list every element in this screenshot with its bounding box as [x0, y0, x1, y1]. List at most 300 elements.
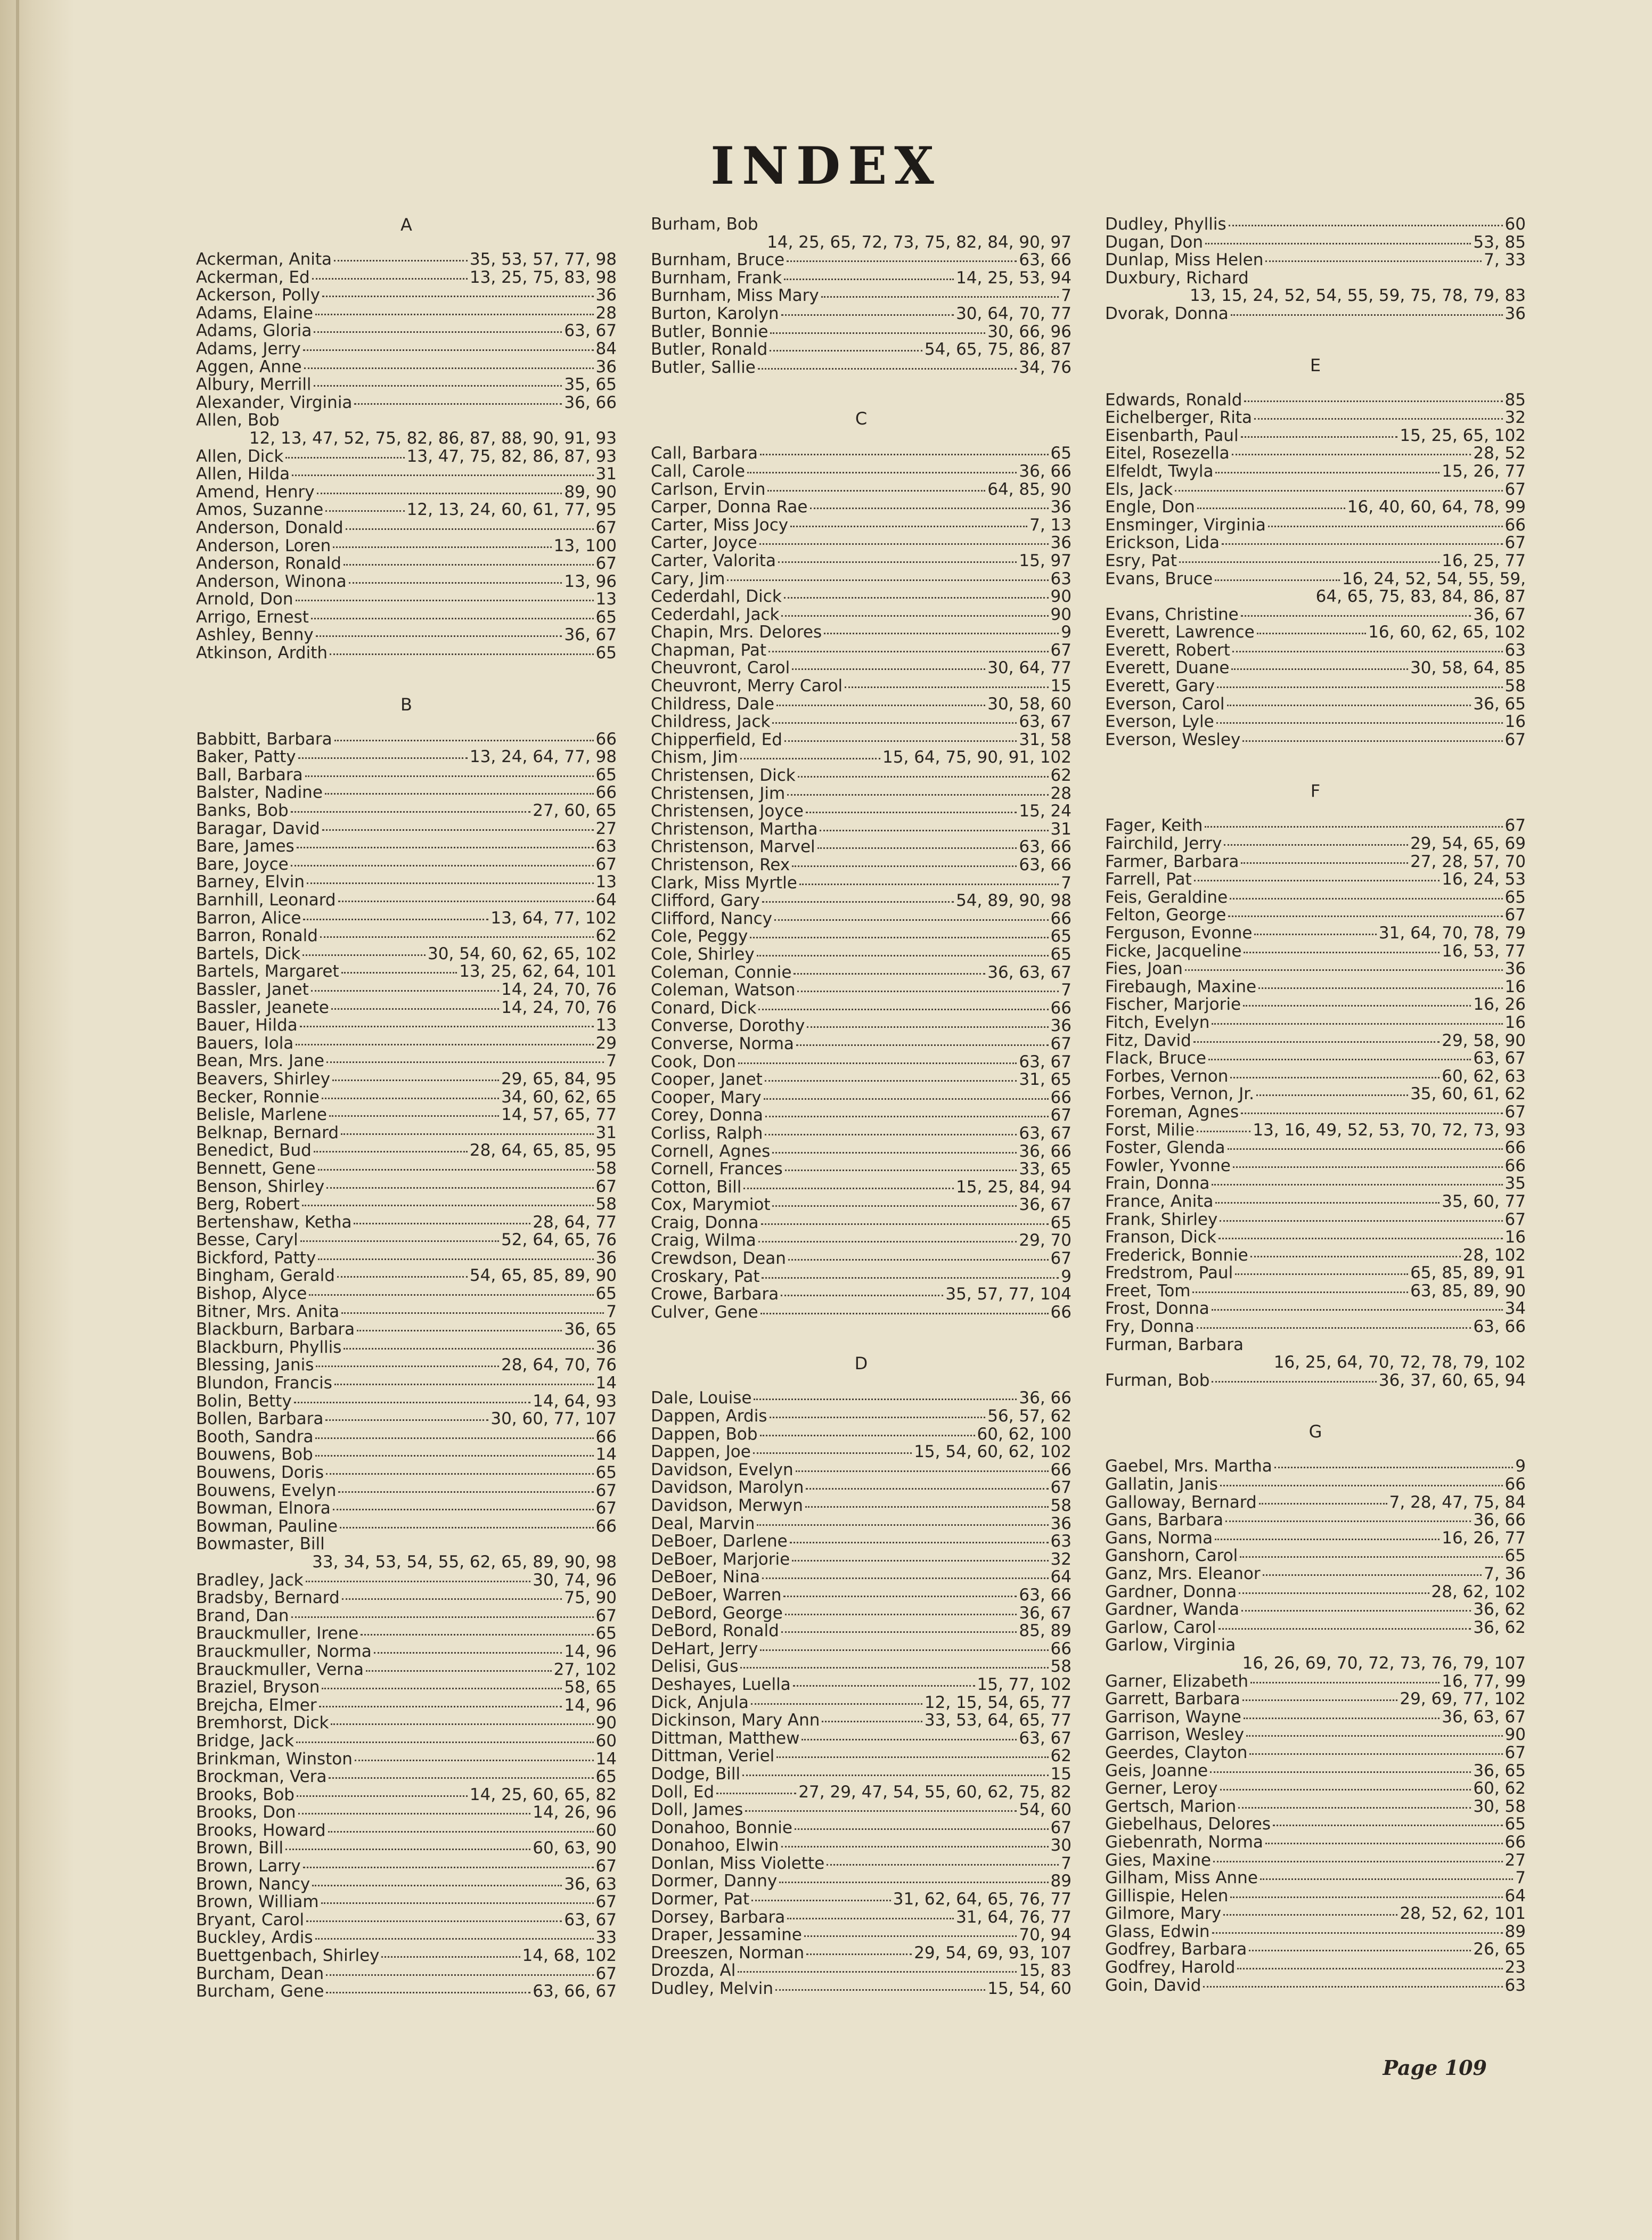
dot-leader: [757, 1524, 1048, 1526]
entry-name: Clifford, Gary: [651, 891, 760, 911]
index-entry: [1105, 713, 1526, 731]
entry-pages: 33, 65: [1019, 1159, 1072, 1179]
index-entry: [651, 1533, 1072, 1551]
entry-pages: 15: [1050, 676, 1072, 696]
entry-name: Carlson, Ervin: [651, 479, 766, 499]
index-entry: [651, 1891, 1072, 1909]
entry-pages: 7: [1515, 1868, 1526, 1888]
entry-name: Dorsey, Barbara: [651, 1907, 786, 1927]
dot-leader: [1230, 1077, 1440, 1078]
entry-pages: 27, 102: [553, 1659, 617, 1679]
entry-pages: 67: [595, 1892, 617, 1912]
entry-name: Brejcha, Elmer: [196, 1695, 317, 1715]
index-entry: [196, 1947, 617, 1965]
entry-pages-continued: 13, 15, 24, 52, 54, 55, 59, 75, 78, 79, 83: [1190, 286, 1526, 306]
entry-name: Everett, Lawrence: [1105, 623, 1255, 642]
entry-name: Bartels, Dick: [196, 944, 301, 963]
entry-pages: 36, 37, 60, 65, 94: [1378, 1370, 1526, 1390]
index-entry: [651, 1125, 1072, 1143]
entry-pages: 28, 64, 65, 85, 95: [469, 1141, 617, 1160]
entry-name: Blessing, Janis: [196, 1355, 314, 1375]
dot-leader: [1242, 1699, 1398, 1701]
entry-name: DeBoer, Marjorie: [651, 1549, 790, 1569]
entry-name: Drozda, Al: [651, 1961, 736, 1981]
entry-name: Bartels, Margaret: [196, 962, 339, 982]
dot-leader: [298, 757, 468, 759]
index-entry: [651, 624, 1072, 642]
entry-pages: 60, 62, 100: [977, 1424, 1072, 1444]
dot-leader: [311, 990, 499, 992]
index-entry: [651, 1089, 1072, 1107]
index-entry: [196, 322, 617, 340]
entry-pages: 67: [595, 518, 617, 537]
dot-leader: [1254, 418, 1503, 420]
dot-leader: [329, 1777, 593, 1779]
entry-pages: 52, 64, 65, 76: [501, 1230, 617, 1250]
dot-leader: [285, 457, 404, 459]
entry-name: Fager, Keith: [1105, 816, 1203, 836]
entry-name: Gerner, Leroy: [1105, 1779, 1218, 1798]
index-entry: [1105, 606, 1526, 624]
dot-leader: [1249, 1950, 1471, 1951]
dot-leader: [326, 1187, 593, 1189]
entry-name: Giebelhaus, Delores: [1105, 1814, 1271, 1834]
dot-leader: [784, 597, 1049, 599]
entry-name: Adams, Elaine: [196, 303, 313, 323]
entry-name: Doll, Ed: [651, 1782, 715, 1802]
entry-name: Evans, Christine: [1105, 604, 1239, 624]
entry-name: Donahoo, Bonnie: [651, 1818, 792, 1837]
index-entry: [196, 1017, 617, 1035]
entry-name: Frederick, Bonnie: [1105, 1245, 1248, 1265]
dot-leader: [1197, 508, 1345, 509]
entry-name: Brauckmuller, Norma: [196, 1641, 372, 1661]
section-letter: C: [855, 408, 868, 429]
dot-leader: [381, 1956, 520, 1958]
entry-name: Brown, Nancy: [196, 1874, 310, 1894]
section-gap: [1105, 323, 1526, 356]
dot-leader: [738, 1062, 1017, 1064]
entry-name: Craig, Donna: [651, 1213, 759, 1232]
entry-name: Gies, Maxine: [1105, 1850, 1211, 1870]
dot-leader: [743, 1188, 954, 1189]
entry-pages: 66: [1504, 1156, 1526, 1175]
entry-pages: 36: [1050, 533, 1072, 553]
dot-leader: [805, 1506, 1049, 1508]
entry-pages: 66: [595, 729, 617, 749]
entry-name: Galloway, Bernard: [1105, 1492, 1257, 1512]
dot-leader: [1244, 1718, 1440, 1719]
entry-name: Gillispie, Helen: [1105, 1886, 1229, 1906]
dot-leader: [751, 1703, 922, 1705]
entry-pages: 60: [1504, 215, 1526, 234]
index-column-3: [1105, 216, 1526, 1994]
dot-leader: [1241, 862, 1408, 864]
entry-name: DeBoer, Nina: [651, 1567, 760, 1587]
dot-leader: [1215, 1202, 1440, 1204]
entry-pages: 58, 65: [564, 1678, 617, 1697]
entry-pages: 63, 67: [1019, 712, 1072, 732]
dot-leader: [354, 1223, 530, 1224]
index-entry: [196, 1607, 617, 1625]
dot-leader: [357, 1330, 562, 1331]
index-entry: [196, 1249, 617, 1268]
dot-leader: [1225, 1520, 1471, 1522]
dot-leader: [781, 615, 1048, 617]
dot-leader: [330, 653, 594, 655]
entry-pages-continued: 14, 25, 65, 72, 73, 75, 82, 84, 90, 97: [767, 232, 1072, 252]
dot-leader: [767, 490, 985, 492]
index-entry: [196, 748, 617, 766]
entry-name: Gardner, Wanda: [1105, 1600, 1240, 1620]
entry-pages: 63, 67: [564, 321, 617, 341]
entry-pages: 30, 58: [1473, 1796, 1526, 1816]
index-entry: [651, 1214, 1072, 1232]
entry-pages: 58: [595, 1195, 617, 1214]
entry-pages: 36, 66: [1019, 1141, 1072, 1161]
dot-leader: [1217, 686, 1502, 688]
dot-leader: [341, 972, 457, 974]
entry-pages: 36, 66: [1019, 1388, 1072, 1408]
dot-leader: [1268, 526, 1503, 527]
entry-pages: 66: [1504, 515, 1526, 535]
index-entry: [196, 1679, 617, 1697]
dot-leader: [334, 740, 594, 741]
index-entry: [196, 251, 617, 269]
dot-leader: [291, 811, 531, 813]
entry-pages: 13, 24, 64, 77, 98: [469, 747, 617, 767]
dot-leader: [296, 600, 594, 601]
entry-pages: 63: [595, 837, 617, 856]
entry-name: Eichelberger, Rita: [1105, 408, 1253, 428]
dot-leader: [1212, 1309, 1503, 1311]
index-entry: [196, 1428, 617, 1446]
dot-leader: [326, 1974, 593, 1976]
entry-pages: 14: [595, 1749, 617, 1769]
index-entry: [196, 412, 617, 447]
entry-name: Carter, Joyce: [651, 533, 757, 553]
entry-name: Felton, George: [1105, 905, 1226, 925]
index-entry: [196, 1142, 617, 1160]
index-entry: [196, 1106, 617, 1124]
dot-leader: [796, 1470, 1049, 1472]
dot-leader: [798, 776, 1049, 778]
dot-leader: [1258, 987, 1502, 989]
dot-leader: [361, 1634, 593, 1636]
index-entry: [196, 1446, 617, 1464]
entry-name: Bremhorst, Dick: [196, 1713, 329, 1733]
dot-leader: [344, 1348, 593, 1350]
entry-pages: 60: [595, 1731, 617, 1751]
dot-leader: [797, 991, 1059, 992]
entry-pages: 28, 52, 62, 101: [1400, 1904, 1526, 1924]
entry-pages: 16, 26, 77: [1442, 1528, 1526, 1548]
entry-pages: 16, 60, 62, 65, 102: [1368, 623, 1526, 642]
index-entry: [651, 659, 1072, 677]
dot-leader: [778, 561, 1017, 563]
entry-name: Cook, Don: [651, 1052, 736, 1072]
dot-leader: [760, 1435, 975, 1436]
index-entry: [651, 1071, 1072, 1089]
entry-pages: 65: [595, 1284, 617, 1304]
index-entry: [651, 1000, 1072, 1018]
index-entry: [651, 731, 1072, 749]
entry-pages: 14, 68, 102: [522, 1946, 617, 1966]
entry-pages: 67: [1050, 1034, 1072, 1053]
entry-name: Burnham, Bruce: [651, 250, 785, 270]
dot-leader: [740, 1667, 1048, 1669]
dot-leader: [764, 1098, 1049, 1100]
entry-pages: 26, 65: [1473, 1940, 1526, 1959]
entry-name: Brauckmuller, Irene: [196, 1624, 359, 1644]
index-entry: [651, 481, 1072, 499]
index-entry: [651, 1819, 1072, 1837]
entry-name: Allen, Dick: [196, 446, 284, 466]
dot-leader: [747, 472, 1017, 473]
index-entry: [1105, 517, 1526, 535]
dot-leader: [333, 546, 551, 548]
index-entry: [651, 1268, 1072, 1286]
dot-leader: [297, 847, 594, 848]
entry-name: Bryant, Carol: [196, 1910, 305, 1930]
dot-leader: [1216, 722, 1503, 724]
entry-pages: 67: [595, 1481, 617, 1500]
entry-pages: 14, 24, 70, 76: [501, 998, 617, 1017]
entry-name: Burnham, Miss Mary: [651, 286, 819, 306]
entry-pages: 7: [606, 1302, 617, 1321]
entry-name: Everson, Wesley: [1105, 730, 1241, 749]
index-entry: [651, 359, 1072, 377]
entry-name: Garrett, Barbara: [1105, 1689, 1240, 1709]
entry-pages: 63: [1050, 569, 1072, 588]
dot-leader: [1250, 1682, 1440, 1683]
entry-name: Forbes, Vernon, Jr.: [1105, 1084, 1254, 1104]
entry-name: Farmer, Barbara: [1105, 852, 1239, 871]
entry-pages: 7, 33: [1484, 250, 1526, 270]
entry-pages: 54, 65, 85, 89, 90: [469, 1266, 617, 1286]
index-entry: [651, 874, 1072, 893]
dot-leader: [312, 1885, 562, 1886]
dot-leader: [366, 1670, 552, 1672]
index-entry: [196, 927, 617, 945]
dot-leader: [322, 829, 594, 831]
index-entry: [196, 856, 617, 874]
dot-leader: [1250, 1256, 1461, 1257]
entry-pages: 63, 66: [1019, 837, 1072, 857]
entry-name: Burcham, Gene: [196, 1982, 324, 2001]
dot-leader: [753, 1452, 912, 1454]
section-letter: D: [854, 1353, 868, 1374]
index-entry: [196, 376, 617, 394]
index-entry: [1105, 960, 1526, 978]
entry-name: Donahoo, Elwin: [651, 1836, 779, 1855]
entry-name: Croskary, Pat: [651, 1266, 760, 1286]
index-entry: [196, 1303, 617, 1321]
entry-pages: 89, 90: [564, 482, 617, 502]
entry-name: Bowman, Elnora: [196, 1499, 331, 1518]
dot-leader: [727, 579, 1048, 581]
entry-name: Everett, Gary: [1105, 676, 1215, 696]
entry-name: Dreeszen, Norman: [651, 1943, 805, 1963]
entry-name: Cooper, Mary: [651, 1088, 762, 1107]
entry-name: Elfeldt, Twyla: [1105, 461, 1214, 481]
section-gap: [1105, 749, 1526, 782]
index-entry: [1105, 696, 1526, 714]
entry-name: Crowe, Barbara: [651, 1285, 779, 1304]
dot-leader: [772, 1152, 1017, 1154]
entry-name: Bowman, Pauline: [196, 1516, 338, 1536]
index-entry: [651, 910, 1072, 928]
index-entry: [196, 784, 617, 802]
entry-name: Delisi, Gus: [651, 1657, 739, 1677]
dot-leader: [326, 1473, 593, 1475]
entry-name: Coleman, Connie: [651, 962, 792, 982]
index-entry: [651, 1053, 1072, 1072]
entry-name: Bollen, Barbara: [196, 1409, 324, 1429]
index-entry: [651, 1730, 1072, 1748]
dot-leader: [776, 1756, 1048, 1758]
index-entry: [1105, 925, 1526, 943]
entry-pages: 7: [1061, 1853, 1072, 1873]
entry-pages: 36, 67: [1473, 604, 1526, 624]
dot-leader: [1265, 1843, 1503, 1844]
entry-pages: 15, 26, 77: [1442, 461, 1526, 481]
index-entry: [1105, 835, 1526, 853]
dot-leader: [319, 1706, 562, 1707]
dot-leader: [1263, 1574, 1482, 1576]
dot-leader: [790, 526, 1027, 527]
entry-name: Bishop, Alyce: [196, 1284, 307, 1304]
entry-name: Culver, Gene: [651, 1302, 758, 1322]
index-entry: [1105, 1139, 1526, 1157]
entry-name: Buckley, Ardis: [196, 1928, 313, 1948]
entry-pages: 90: [1504, 1725, 1526, 1745]
entry-pages: 35: [1504, 1174, 1526, 1193]
entry-pages: 15, 54, 60, 62, 102: [914, 1442, 1072, 1462]
index-entry: [196, 1267, 617, 1285]
entry-pages: 14, 24, 70, 76: [501, 979, 617, 999]
dot-leader: [781, 1631, 1017, 1633]
entry-pages: 16, 24, 53: [1442, 870, 1526, 889]
index-entry: [196, 1911, 617, 1930]
dot-leader: [322, 296, 594, 297]
index-entry: [196, 1285, 617, 1303]
entry-name: Coleman, Watson: [651, 980, 796, 1000]
entry-pages: 36: [1050, 1514, 1072, 1533]
entry-name: Ackerman, Ed: [196, 267, 310, 287]
entry-name: Christensen, Dick: [651, 766, 796, 786]
entry-name: Bitner, Mrs. Anita: [196, 1302, 340, 1321]
index-entry: [196, 1196, 617, 1214]
entry-pages: 35, 60, 61, 62: [1410, 1084, 1526, 1104]
entry-name: Dodge, Bill: [651, 1764, 741, 1784]
entry-name: Foster, Glenda: [1105, 1138, 1225, 1158]
entry-pages: 15, 83: [1019, 1961, 1072, 1981]
entry-name: Cole, Shirley: [651, 944, 755, 964]
entry-name: Anderson, Donald: [196, 518, 344, 537]
index-entry: [651, 642, 1072, 660]
index-entry: [1105, 1762, 1526, 1780]
dot-leader: [768, 651, 1049, 652]
entry-pages: 28: [1050, 783, 1072, 803]
entry-name: Butler, Bonnie: [651, 322, 768, 341]
entry-pages: 36: [595, 285, 617, 305]
dot-leader: [314, 331, 562, 333]
index-entry: [651, 1926, 1072, 1944]
index-entry: [651, 1017, 1072, 1035]
dot-leader: [762, 901, 954, 903]
dot-leader: [770, 350, 922, 351]
entry-pages: 36: [595, 1248, 617, 1268]
index-entry: [196, 1697, 617, 1715]
entry-name: Furman, Barbara: [1105, 1335, 1244, 1354]
index-entry: [1105, 731, 1526, 749]
entry-pages-continued: 33, 34, 53, 54, 55, 62, 65, 89, 90, 98: [312, 1552, 617, 1572]
index-entry: [1105, 1247, 1526, 1265]
index-entry: [196, 1178, 617, 1196]
entry-pages: 65: [595, 1624, 617, 1644]
entry-name: Baragar, David: [196, 819, 320, 838]
index-entry: [651, 323, 1072, 341]
entry-name: Converse, Norma: [651, 1034, 794, 1053]
index-entry: [196, 1893, 617, 1911]
entry-pages: 23: [1504, 1958, 1526, 1977]
dot-leader: [325, 793, 594, 795]
entry-name: Dunlap, Miss Helen: [1105, 250, 1264, 270]
dot-leader: [1210, 1771, 1471, 1773]
index-entry: [651, 1107, 1072, 1125]
index-entry: [651, 552, 1072, 570]
entry-name: Cederdahl, Dick: [651, 587, 782, 607]
entry-pages: 27, 28, 57, 70: [1410, 852, 1526, 871]
index-entry: [1105, 1122, 1526, 1140]
index-entry: [1105, 251, 1526, 269]
dot-leader: [1179, 561, 1440, 563]
dot-leader: [760, 454, 1049, 455]
index-entry: [196, 1393, 617, 1411]
dot-leader: [762, 1577, 1048, 1579]
entry-name: Benedict, Bud: [196, 1141, 312, 1160]
index-entry: [196, 269, 617, 287]
entry-pages: 65: [1050, 927, 1072, 946]
dot-leader: [765, 1134, 1017, 1135]
dot-leader: [770, 332, 985, 334]
index-entry: [651, 588, 1072, 606]
entry-pages: 36, 66: [1473, 1510, 1526, 1530]
index-entry: [651, 1909, 1072, 1927]
entry-name: Barron, Ronald: [196, 926, 318, 946]
entry-name: Deal, Marvin: [651, 1514, 755, 1533]
entry-pages: 64, 85, 90: [987, 479, 1072, 499]
dot-leader: [326, 1992, 530, 1993]
entry-pages: 7: [606, 1051, 617, 1071]
entry-name: Dappen, Ardis: [651, 1407, 767, 1426]
index-entry: [196, 358, 617, 377]
section-gap: [651, 1321, 1072, 1354]
entry-name: Alexander, Virginia: [196, 393, 353, 412]
dot-leader: [774, 919, 1049, 921]
dot-leader: [1246, 1735, 1502, 1737]
index-entry: [1105, 659, 1526, 677]
entry-pages: 30, 58, 60: [987, 694, 1072, 714]
entry-pages: 16, 26: [1473, 995, 1526, 1015]
entry-name: Ackerman, Anita: [196, 250, 332, 269]
entry-name: Cotton, Bill: [651, 1177, 742, 1197]
index-entry: [651, 1497, 1072, 1515]
entry-pages: 35, 53, 57, 77, 98: [469, 250, 617, 269]
index-entry: [1105, 677, 1526, 696]
index-entry: [1105, 1834, 1526, 1852]
